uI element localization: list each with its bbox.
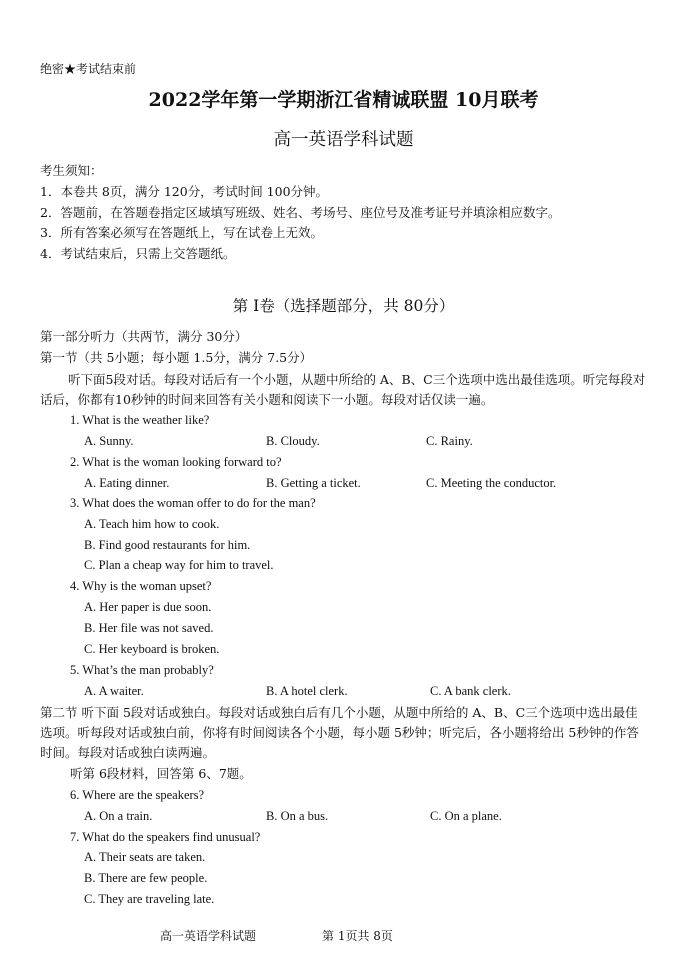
- section1-instructions: 听下面5段对话。每段对话后有一个小题，从题中所给的 A、B、C三个选项中选出最佳选项。听完每段对话后，你都有10秒钟的时间来回答有关小题和阅读下一小题。每段对话仅读一遍。: [40, 372, 646, 407]
- question-6: 6. Where are the speakers?: [70, 788, 205, 802]
- option-a: A. Sunny.: [84, 434, 134, 448]
- question-5: 5. What’s the man probably?: [70, 663, 214, 677]
- option-b: B. Cloudy.: [266, 434, 320, 448]
- question-1: 1. What is the weather like?: [70, 413, 210, 427]
- option-c: C. They are traveling late.: [84, 892, 215, 906]
- question-2: 2. What is the woman looking forward to?: [70, 455, 282, 469]
- notice-item: 1．本卷共 8页，满分 120分，考试时间 100分钟。: [40, 184, 329, 199]
- section1-heading: 第一节（共 5小题；每小题 1.5分，满分 7.5分）: [40, 350, 313, 365]
- section2-subheading: 听第 6段材料，回答第 6、7题。: [70, 766, 252, 781]
- footer-subject: 高一英语学科试题: [160, 929, 257, 943]
- option-b: B. There are few people.: [84, 871, 208, 885]
- confidential-label: 绝密★考试结束前: [40, 62, 137, 76]
- option-c: C. Meeting the conductor.: [426, 476, 557, 490]
- notice-item: 4．考试结束后，只需上交答题纸。: [40, 246, 236, 261]
- question-7: 7. What do the speakers find unusual?: [70, 830, 261, 844]
- option-a: A. Her paper is due soon.: [84, 600, 212, 614]
- option-a: A. A waiter.: [84, 684, 144, 698]
- question-4: 4. Why is the woman upset?: [70, 579, 212, 593]
- exam-title: 2022学年第一学期浙江省精诚联盟 10月联考: [148, 89, 539, 111]
- question-3: 3. What does the woman offer to do for the man?: [70, 496, 316, 510]
- option-b: B. Getting a ticket.: [266, 476, 361, 490]
- notice-heading: 考生须知：: [40, 163, 103, 178]
- section2-instructions: 第二节 听下面 5段对话或独白。每段对话或独白后有几个小题，从题中所给的 A、B、C三个选项中选出最佳选项。听每段对话或独白前，你将有时间阅读各个小题，每小题 5秒钟；听完后，各小题将给出 5秒钟的作答时间。每段对话或独白读两遍。: [40, 705, 639, 760]
- notice-item: 3．所有答案必须写在答题纸上，写在试卷上无效。: [40, 225, 323, 240]
- option-a: A. Their seats are taken.: [84, 850, 206, 864]
- option-c: C. Rainy.: [426, 434, 473, 448]
- option-c: C. A bank clerk.: [430, 684, 511, 698]
- option-b: B. On a bus.: [266, 809, 329, 823]
- notice-item: 2．答题前，在答题卷指定区域填写班级、姓名、考场号、座位号及准考证号并填涂相应数字。: [40, 205, 561, 220]
- option-c: C. Plan a cheap way for him to travel.: [84, 558, 274, 572]
- option-a: A. On a train.: [84, 809, 153, 823]
- listening-section-heading: 第一部分听力（共两节，满分 30分）: [40, 329, 248, 344]
- option-a: A. Eating dinner.: [84, 476, 170, 490]
- option-c: C. Her keyboard is broken.: [84, 642, 220, 656]
- option-b: B. Her file was not saved.: [84, 621, 214, 635]
- footer-page-number: 第 1页共 8页: [322, 929, 393, 943]
- part1-title: 第 I卷（选择题部分，共 80分）: [232, 297, 455, 315]
- option-a: A. Teach him how to cook.: [84, 517, 220, 531]
- exam-subtitle: 高一英语学科试题: [273, 130, 414, 150]
- option-b: B. Find good restaurants for him.: [84, 538, 251, 552]
- option-c: C. On a plane.: [430, 809, 502, 823]
- option-b: B. A hotel clerk.: [266, 684, 348, 698]
